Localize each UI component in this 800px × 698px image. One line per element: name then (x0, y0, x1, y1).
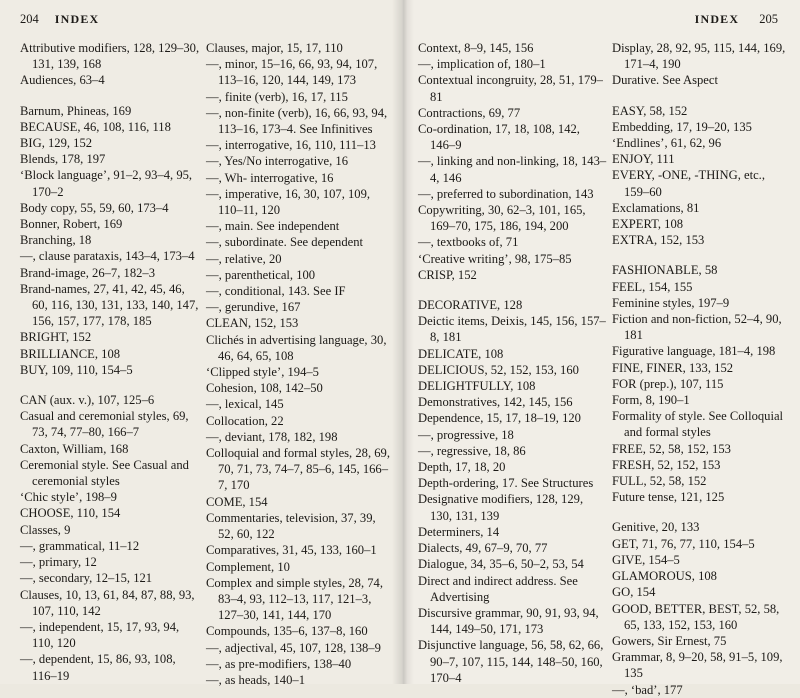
index-entry: DELICIOUS, 52, 152, 153, 160 (418, 362, 579, 377)
right-running-head (695, 12, 778, 27)
index-entry: Blends, 178, 197 (20, 152, 106, 167)
index-entry: Depth, 17, 18, 20 (418, 460, 506, 475)
index-entry: —, clause parataxis, 143–4, 173–4 (20, 249, 195, 264)
index-entry: Attributive modifiers, 128, 129–30, 131, 139, 168 (20, 41, 200, 72)
index-entry: —, progressive, 18 (418, 427, 514, 442)
index-entry: Barnum, Phineas, 169 (20, 103, 132, 118)
index-entry: —, gerundive, 167 (206, 300, 301, 315)
index-entry: Discursive grammar, 90, 91, 93, 94, 144, 149–50, 171, 173 (418, 605, 599, 637)
index-entry: ‘Clipped style’, 194–5 (206, 365, 319, 380)
index-entry: Context, 8–9, 145, 156 (418, 41, 534, 55)
index-entry: GIVE, 154–5 (612, 552, 680, 567)
index-entry: ‘Endlines’, 61, 62, 96 (612, 136, 722, 151)
right-running-title: INDEX (694, 12, 740, 26)
index-entry: ‘Block language’, 91–2, 93–4, 95, 170–2 (20, 168, 193, 199)
index-entry: DELIGHTFULLY, 108 (418, 379, 536, 394)
index-entry: ‘Chic style’, 198–9 (20, 490, 117, 505)
index-entry: —, lexical, 145 (206, 397, 284, 412)
index-entry: Clauses, major, 15, 17, 110 (206, 41, 343, 55)
index-entry: Figurative language, 181–4, 198 (612, 344, 776, 359)
index-entry: —, secondary, 12–15, 121 (20, 571, 153, 586)
index-entry: Collocation, 22 (206, 413, 284, 428)
index-entry: Clichés in advertising language, 30, 46, 64, 65, 108 (206, 332, 387, 363)
index-entry: GO, 154 (612, 585, 656, 600)
index-column-1 (20, 40, 202, 684)
index-entry: Future tense, 121, 125 (612, 490, 725, 505)
index-entry: Dialects, 49, 67–9, 70, 77 (418, 541, 548, 556)
index-entry: Designative modifiers, 128, 129, 130, 131, 139 (418, 492, 584, 523)
index-column-3 (418, 40, 608, 686)
index-entry: —, relative, 20 (206, 251, 282, 266)
index-entry: —, implication of, 180–1 (418, 57, 546, 72)
index-entry: EASY, 58, 152 (612, 103, 688, 118)
index-entry: —, independent, 15, 17, 93, 94, 110, 120 (20, 619, 180, 651)
index-entry: Body copy, 55, 59, 60, 173–4 (20, 200, 169, 215)
index-entry: Cohesion, 108, 142–50 (206, 381, 323, 396)
index-entry: Commentaries, television, 37, 39, 52, 60, 122 (206, 510, 376, 542)
index-entry: Depth-ordering, 17. See Structures (418, 476, 594, 491)
index-entry: FOR (prep.), 107, 115 (612, 376, 724, 391)
index-entry: —, adjectival, 45, 107, 128, 138–9 (206, 640, 381, 655)
index-entry: —, finite (verb), 16, 17, 115 (206, 89, 348, 104)
index-entry: —, imperative, 16, 30, 107, 109, 110–11, 120 (206, 186, 371, 218)
left-page (0, 0, 402, 687)
index-entry: Copywriting, 30, 62–3, 101, 165, 169–70, 175, 186, 194, 200 (418, 203, 586, 234)
index-entry: BUY, 109, 110, 154–5 (20, 362, 133, 377)
index-entry: —, deviant, 178, 182, 198 (206, 429, 338, 444)
index-entry: —, subordinate. See dependent (206, 235, 364, 250)
index-entry: ‘Creative writing’, 98, 175–85 (418, 251, 572, 266)
index-entry: —, main. See independent (206, 219, 340, 234)
index-entry: —, parenthetical, 100 (206, 267, 316, 282)
index-entry: Formality of style. See Colloquial and formal styles (612, 409, 784, 440)
right-page (402, 0, 800, 697)
index-entry: Branching, 18 (20, 233, 92, 248)
index-entry: EXTRA, 152, 153 (612, 233, 705, 248)
index-entry: Colloquial and formal styles, 28, 69, 70, 71, 73, 74–7, 85–6, 145, 166–7, 170 (206, 446, 390, 493)
index-entry: FRESH, 52, 152, 153 (612, 457, 721, 472)
index-entry: Contractions, 69, 77 (418, 105, 521, 120)
index-entry: Embedding, 17, 19–20, 135 (612, 119, 752, 134)
index-entry: —, primary, 12 (20, 555, 97, 570)
index-entry: Dialogue, 34, 35–6, 50–2, 53, 54 (418, 557, 584, 572)
book-gutter (392, 0, 414, 684)
index-entry: Clauses, 10, 13, 61, 84, 87, 88, 93, 107, 110, 142 (20, 587, 195, 618)
index-entry: FEEL, 154, 155 (612, 279, 693, 294)
index-entry: Determiners, 14 (418, 524, 500, 539)
index-entry: Classes, 9 (20, 522, 71, 537)
index-entry: —, as heads, 140–1 (206, 672, 305, 687)
index-entry: —, textbooks of, 71 (418, 235, 519, 250)
index-entry: Durative. See Aspect (612, 73, 718, 88)
index-entry: Disjunctive language, 56, 58, 62, 66, 90–7, 107, 115, 144, 148–50, 160, 170–4 (418, 638, 604, 685)
index-entry: —, grammatical, 11–12 (20, 538, 140, 553)
index-entry: EVERY, -ONE, -THING, etc., 159–60 (612, 168, 765, 199)
index-entry: —, linking and non-linking, 18, 143–4, 146 (418, 154, 607, 185)
index-entry: Direct and indirect address. See Advertising (418, 573, 578, 604)
index-entry: Brand-names, 27, 41, 42, 45, 46, 60, 116, 130, 131, 133, 140, 147, 156, 157, 177, 178, 185 (20, 281, 199, 329)
index-entry: —, as pre-modifiers, 138–40 (206, 656, 352, 671)
index-entry: —, preferred to subordination, 143 (418, 186, 594, 201)
index-entry: —, Wh- interrogative, 16 (206, 170, 334, 185)
index-entry: Ceremonial style. See Casual and ceremonial styles (20, 457, 189, 489)
index-entry: FREE, 52, 58, 152, 153 (612, 441, 731, 456)
index-entry: Grammar, 8, 9–20, 58, 91–5, 109, 135 (612, 650, 783, 681)
index-entry: GET, 71, 76, 77, 110, 154–5 (612, 536, 755, 551)
index-entry: ENJOY, 111 (612, 152, 675, 167)
index-entry: BRIGHT, 152 (20, 330, 92, 345)
index-entry: CHOOSE, 110, 154 (20, 506, 121, 521)
index-column-4 (612, 40, 790, 698)
index-entry: Fiction and non-fiction, 52–4, 90, 181 (612, 312, 782, 343)
index-entry: GOOD, BETTER, BEST, 52, 58, 65, 133, 152, 153, 160 (612, 601, 780, 632)
index-entry: Caxton, William, 168 (20, 441, 129, 456)
index-entry: EXPERT, 108 (612, 217, 684, 232)
index-entry: FINE, FINER, 133, 152 (612, 360, 734, 375)
index-entry: Contextual incongruity, 28, 51, 179–81 (418, 73, 603, 104)
index-entry: Compounds, 135–6, 137–8, 160 (206, 624, 368, 639)
index-entry: DECORATIVE, 128 (418, 298, 523, 313)
index-entry: Dependence, 15, 17, 18–19, 120 (418, 411, 581, 426)
index-entry: Display, 28, 92, 95, 115, 144, 169, 171–4, 190 (612, 41, 786, 72)
index-entry: COME, 154 (206, 494, 268, 509)
index-entry: BIG, 129, 152 (20, 136, 93, 151)
index-entry: CLEAN, 152, 153 (206, 316, 299, 331)
index-entry: Exclamations, 81 (612, 200, 700, 215)
index-entry: —, interrogative, 16, 110, 111–13 (206, 138, 376, 153)
index-entry: CAN (aux. v.), 107, 125–6 (20, 393, 155, 408)
index-entry: —, ‘bad’, 177 (612, 682, 683, 697)
index-entry: DELICATE, 108 (418, 346, 504, 361)
index-entry: Comparatives, 31, 45, 133, 160–1 (206, 543, 377, 558)
index-entry: —, minor, 15–16, 66, 93, 94, 107, 113–16, 120, 144, 149, 173 (206, 57, 378, 88)
index-entry: BECAUSE, 46, 108, 116, 118 (20, 119, 171, 134)
index-entry: Feminine styles, 197–9 (612, 295, 730, 310)
left-running-title: INDEX (54, 12, 100, 26)
index-entry: —, regressive, 18, 86 (418, 443, 526, 458)
index-entry: Genitive, 20, 133 (612, 520, 700, 535)
index-entry: FASHIONABLE, 58 (612, 263, 718, 278)
index-entry: Demonstratives, 142, 145, 156 (418, 395, 573, 410)
index-entry: FULL, 52, 58, 152 (612, 474, 707, 489)
index-column-2 (206, 40, 392, 688)
left-page-number: 204 (20, 12, 39, 26)
index-entry: Casual and ceremonial styles, 69, 73, 74, 77–80, 166–7 (20, 409, 189, 440)
index-entry: —, conditional, 143. See IF (206, 284, 346, 299)
index-entry: Gowers, Sir Ernest, 75 (612, 633, 727, 648)
index-entry: Brand-image, 26–7, 182–3 (20, 265, 156, 280)
left-running-head (20, 12, 99, 27)
index-entry: CRISP, 152 (418, 267, 477, 282)
index-entry: Audiences, 63–4 (20, 73, 105, 88)
index-entry: Bonner, Robert, 169 (20, 217, 123, 232)
index-entry: BRILLIANCE, 108 (20, 346, 121, 361)
index-entry: Form, 8, 190–1 (612, 393, 690, 408)
index-entry: Complex and simple styles, 28, 74, 83–4, 93, 112–13, 117, 121–3, 127–30, 141, 144, 170 (206, 575, 384, 623)
index-entry: Deictic items, Deixis, 145, 156, 157–8, 181 (418, 314, 606, 345)
index-entry: GLAMOROUS, 108 (612, 569, 717, 584)
index-entry: Complement, 10 (206, 559, 290, 574)
index-entry: —, dependent, 15, 86, 93, 108, 116–19 (20, 652, 176, 683)
index-entry: —, non-finite (verb), 16, 66, 93, 94, 113–16, 173–4. See Infinitives (206, 105, 388, 137)
index-entry: Co-ordination, 17, 18, 108, 142, 146–9 (418, 122, 580, 153)
right-page-number: 205 (759, 12, 778, 26)
index-entry: —, Yes/No interrogative, 16 (206, 154, 349, 169)
